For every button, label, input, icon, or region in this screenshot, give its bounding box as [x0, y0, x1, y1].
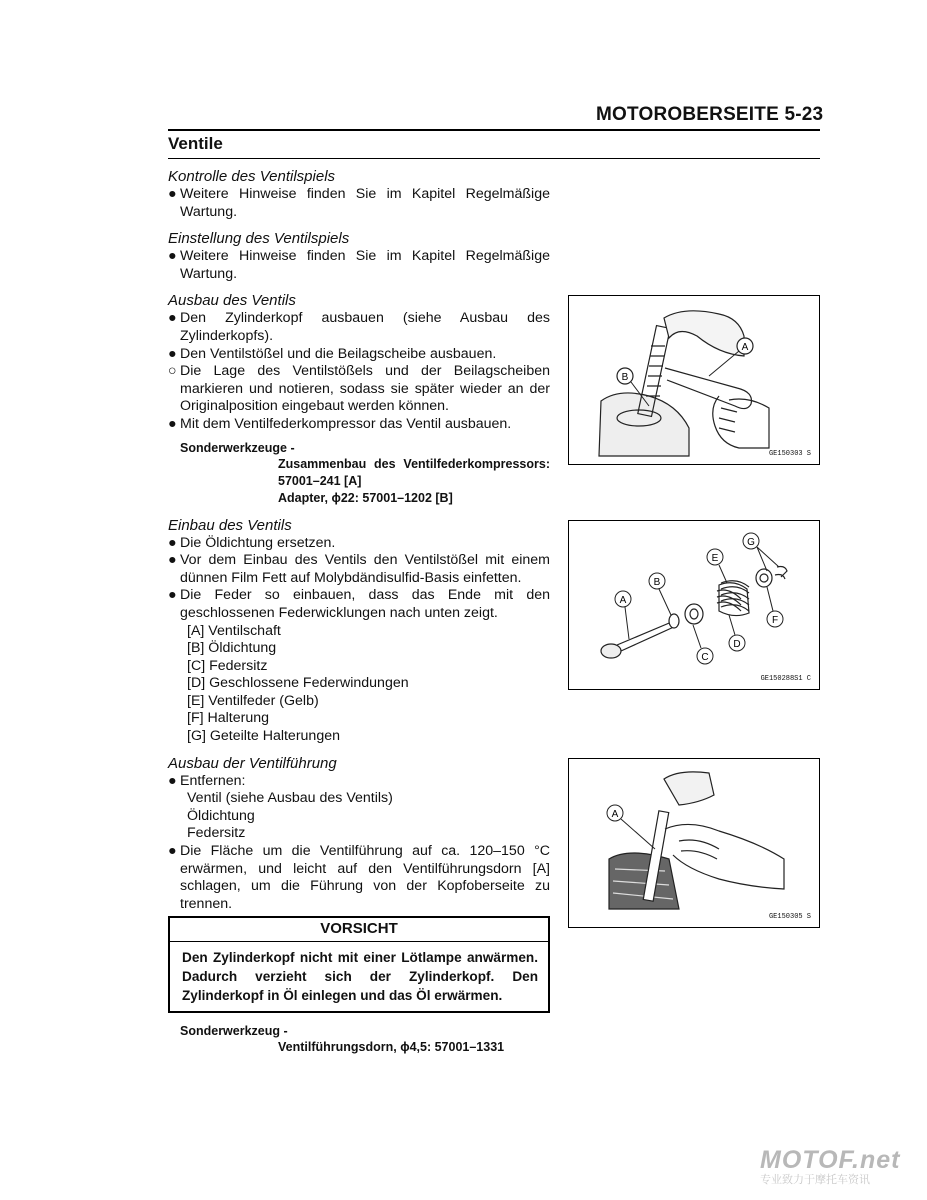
- bullet-item: ● Die Feder so einbauen, dass das Ende mit den geschlossenen Federwicklungen nach unten zeigt.: [168, 587, 550, 621]
- watermark: [760, 1146, 900, 1187]
- remove-item: Federsitz: [187, 825, 246, 842]
- bullet-item: ● Entfernen:: [168, 772, 246, 789]
- subsection-title-fuehrung: Ausbau der Ventilführung: [168, 754, 337, 772]
- text-column: [168, 168, 550, 1056]
- callout-label: C: [701, 652, 709, 663]
- figure-code: GE150305 S: [768, 913, 811, 921]
- legend-item: [E] Ventilfeder (Gelb): [187, 692, 319, 709]
- callout-label: G: [747, 537, 755, 548]
- legend-item: [B] Öldichtung: [187, 640, 277, 657]
- legend-item: [C] Federsitz: [187, 657, 268, 674]
- valve-parts-illustration: [569, 521, 819, 689]
- watermark-brand: MOTOF.net: [760, 1146, 901, 1174]
- tools-heading: Sonderwerkzeuge -: [180, 440, 295, 455]
- callout-label: D: [733, 639, 741, 650]
- note-item: ○ Die Lage des Ventilstößels und der Beilagscheiben markieren und notieren, sodass sie später wieder an der Originalposition eingebaut werden können.: [168, 363, 550, 415]
- watermark-slogan: 专业致力于摩托车资讯: [760, 1174, 870, 1186]
- valve-compressor-illustration: [569, 296, 819, 464]
- figure-valve-parts: [568, 520, 820, 690]
- remove-item: Öldichtung: [187, 807, 255, 824]
- legend-item: [A] Ventilschaft: [187, 622, 281, 639]
- subsection-title-einbau: Einbau des Ventils: [168, 516, 292, 534]
- bullet-item: ● Vor dem Einbau des Ventils den Ventilstößel mit einem dünnen Film Fett auf Molybdändisulfid-Basis einfetten.: [168, 552, 550, 586]
- caution-title: VORSICHT: [170, 918, 548, 942]
- remove-item: Ventil (siehe Ausbau des Ventils): [187, 790, 393, 807]
- valve-guide-illustration: [569, 759, 819, 927]
- tool-line: Zusammenbau des Ventilfederkompressors: 57001–241 [A]: [278, 456, 550, 488]
- callout-label: B: [621, 372, 629, 383]
- tool-line: Ventilführungsdorn, ϕ4,5: 57001–1331: [278, 1040, 505, 1054]
- legend-item: [F] Halterung: [187, 710, 270, 727]
- figure-valve-guide: [568, 758, 820, 928]
- bullet-item: ● Die Öldichtung ersetzen.: [168, 534, 336, 551]
- bullet-item: ● Die Fläche um die Ventilführung auf ca. 120–150 °C erwärmen, und leicht auf den Ventilführungsdorn [A] schlagen, um die Führung von der Kopfoberseite zu trennen.: [168, 843, 550, 912]
- bullet-item: ● Mit dem Ventilfederkompressor das Ventil ausbauen.: [168, 415, 512, 432]
- subsection-title-ausbau: Ausbau des Ventils: [168, 292, 296, 310]
- section-title: Ventile: [168, 134, 223, 153]
- callout-label: B: [653, 577, 661, 588]
- bullet-item: ● Weitere Hinweise finden Sie im Kapitel Regelmäßige Wartung.: [168, 186, 550, 220]
- section-rule: [168, 158, 820, 159]
- legend-item: [G] Geteilte Halterungen: [187, 728, 340, 745]
- figure-code: GE150303 S: [768, 450, 811, 458]
- bullet-item: ● Weitere Hinweise finden Sie im Kapitel Regelmäßige Wartung.: [168, 248, 550, 282]
- legend-item: [D] Geschlossene Federwindungen: [187, 675, 409, 692]
- caution-box: [168, 916, 550, 1013]
- callout-label: A: [619, 595, 627, 606]
- callout-label: A: [741, 342, 749, 353]
- tool-line: Adapter, ϕ22: 57001–1202 [B]: [278, 490, 453, 505]
- subsection-title-einstellung: Einstellung des Ventilspiels: [168, 230, 350, 248]
- bullet-item: ● Den Ventilstößel und die Beilagscheibe ausbauen.: [168, 345, 497, 362]
- tools-heading: Sonderwerkzeug -: [180, 1024, 288, 1038]
- callout-label: E: [711, 553, 719, 564]
- page-header-title: MOTOROBERSEITE 5-23: [596, 104, 824, 125]
- figure-valve-compressor: [568, 295, 820, 465]
- header-rule: [168, 129, 820, 131]
- callout-label: F: [771, 615, 779, 626]
- subsection-title-kontrolle: Kontrolle des Ventilspiels: [168, 168, 336, 185]
- figure-code: GE150288S1 C: [760, 675, 811, 683]
- callout-label: A: [611, 809, 619, 820]
- bullet-item: ● Den Zylinderkopf ausbauen (siehe Ausbau des Zylinderkopfs).: [168, 310, 550, 344]
- caution-text: Den Zylinderkopf nicht mit einer Lötlampe anwärmen. Dadurch verzieht sich der Zylinderkopf. Den Zylinderkopf in Öl einlegen und das Öl erwärmen.: [182, 950, 538, 1003]
